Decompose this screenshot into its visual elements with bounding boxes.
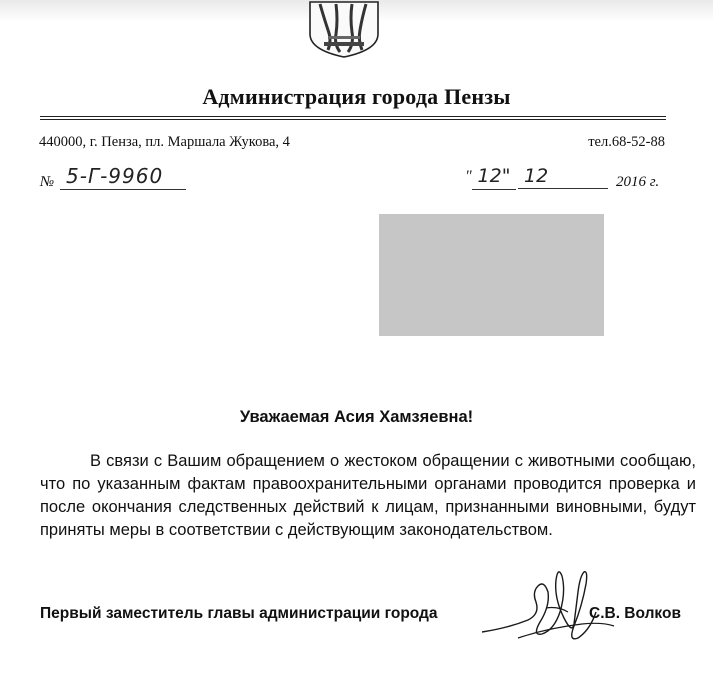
registration-number-label: № bbox=[40, 174, 55, 190]
registration-number: 5-Г-9960 bbox=[60, 164, 186, 190]
letter-body: В связи с Вашим обращением о жестоком обращении с животными сообщаю, что по указанным фактам правоохранительными органами проводится проверка и после окончания следственных действий к лицам, признанными виновными, будут приняты меры в соответствии с действующим законодательством. bbox=[40, 452, 696, 539]
coat-of-arms-icon bbox=[306, 0, 382, 58]
handwritten-signature-icon bbox=[478, 562, 618, 652]
registration-date-day: 12" bbox=[472, 164, 516, 190]
header-rule-bottom bbox=[40, 119, 666, 120]
registration-date-year: 2016 г. bbox=[616, 174, 660, 190]
organization-title: Администрация города Пензы bbox=[202, 84, 511, 109]
signatory-position: Первый заместитель главы администрации города bbox=[40, 605, 438, 622]
header-rule-top bbox=[40, 116, 666, 117]
registration-date-quote: " bbox=[465, 168, 472, 185]
redacted-recipient-block bbox=[379, 214, 604, 336]
registration-date-month: 12 bbox=[518, 164, 608, 189]
signatory-name: С.В. Волков bbox=[589, 605, 681, 622]
organization-address: 440000, г. Пенза, пл. Маршала Жукова, 4 bbox=[39, 134, 290, 150]
organization-phone: тел.68-52-88 bbox=[588, 134, 665, 150]
salutation: Уважаемая Асия Хамзяевна! bbox=[239, 408, 474, 426]
